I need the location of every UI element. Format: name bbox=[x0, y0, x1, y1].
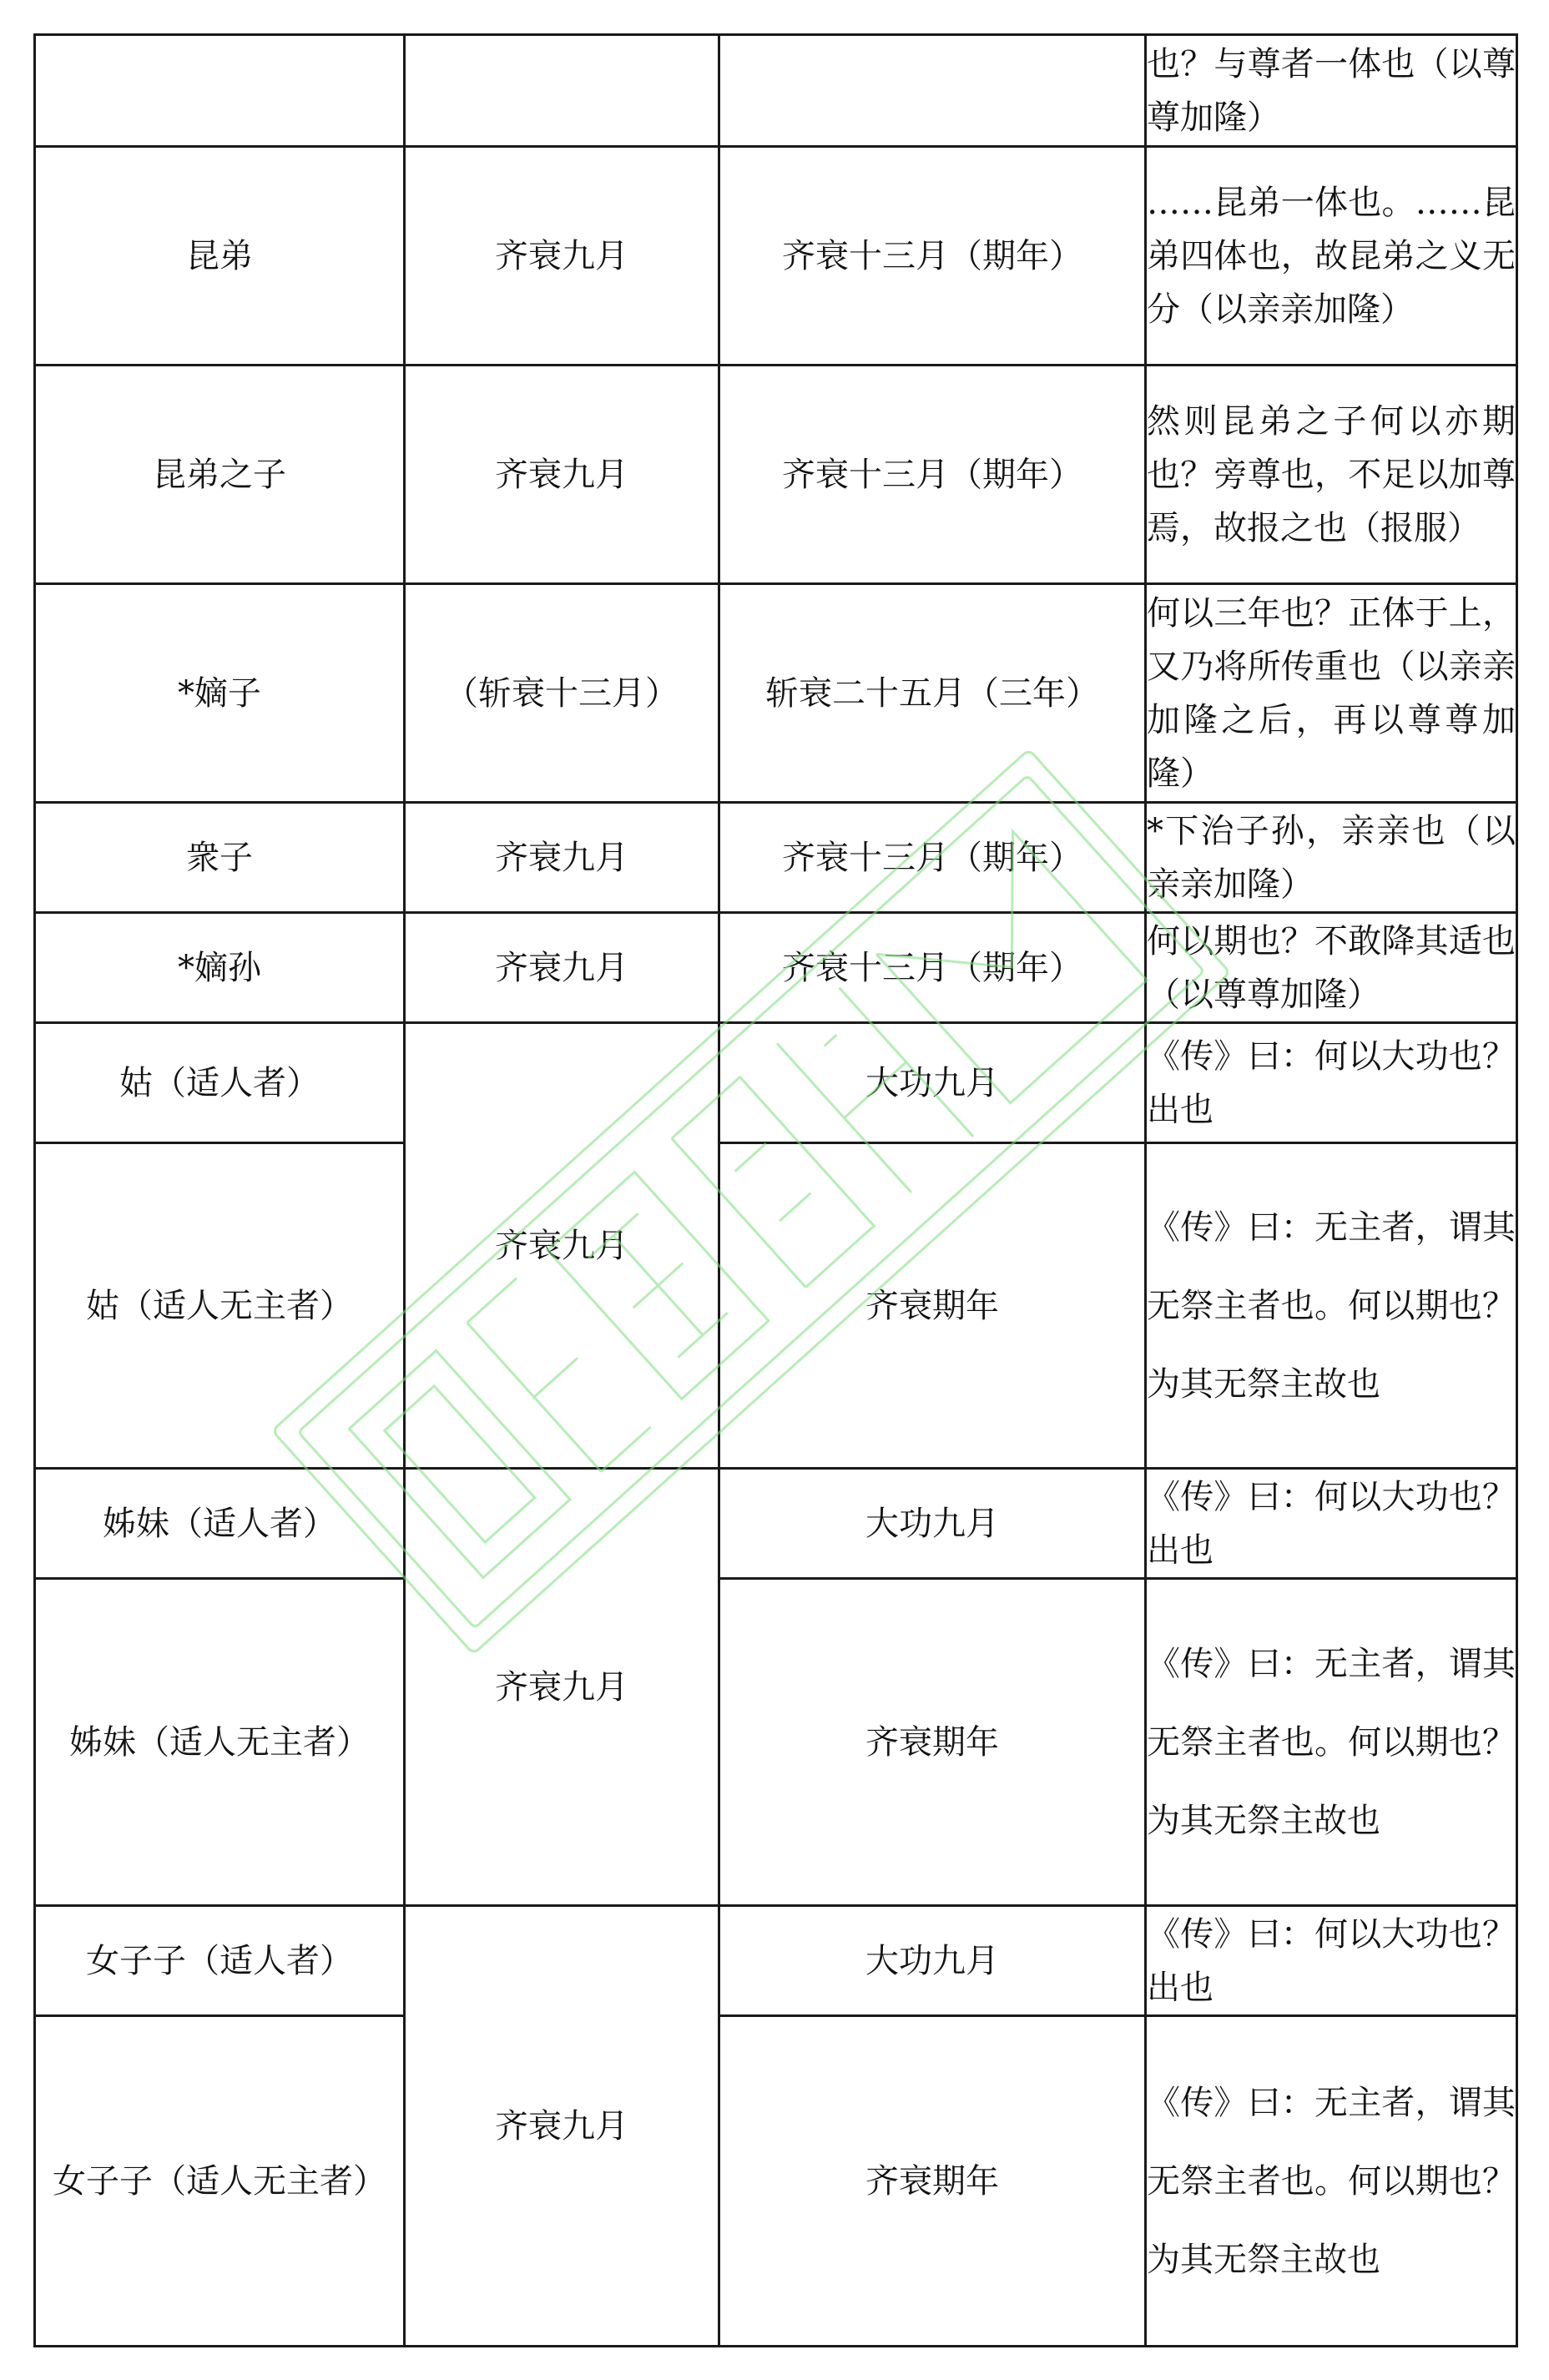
elevated-mourning-cell: 齐衰期年 bbox=[719, 2016, 1146, 2347]
table-row bbox=[35, 1906, 1517, 2016]
relation-cell: *嫡孙 bbox=[35, 913, 405, 1023]
relation-cell bbox=[35, 35, 405, 147]
elevated-mourning-cell: 齐衰十三月（期年） bbox=[719, 366, 1146, 584]
relation-cell: *嫡子 bbox=[35, 584, 405, 803]
table-row bbox=[35, 1023, 1517, 1143]
relation-cell: 姑（适人无主者） bbox=[35, 1143, 405, 1469]
table-row bbox=[35, 913, 1517, 1023]
commentary-cell: 何以期也？不敢降其适也（以尊尊加隆） bbox=[1146, 913, 1517, 1023]
original-mourning-cell: 齐衰九月 bbox=[405, 1023, 719, 1469]
elevated-mourning-cell: 齐衰期年 bbox=[719, 1579, 1146, 1906]
relation-cell: 女子子（适人无主者） bbox=[35, 2016, 405, 2347]
table-row bbox=[35, 2016, 1517, 2347]
relation-cell: 昆弟 bbox=[35, 147, 405, 366]
commentary-cell: 《传》曰：无主者，谓其无祭主者也。何以期也？为其无祭主故也 bbox=[1146, 1579, 1517, 1906]
elevated-mourning-cell: 齐衰期年 bbox=[719, 1143, 1146, 1469]
elevated-mourning-cell: 齐衰十三月（期年） bbox=[719, 913, 1146, 1023]
commentary-cell: ……昆弟一体也。……昆弟四体也，故昆弟之义无分（以亲亲加隆） bbox=[1146, 147, 1517, 366]
commentary-cell: 《传》曰：何以大功也？出也 bbox=[1146, 1023, 1517, 1143]
elevated-mourning-cell: 大功九月 bbox=[719, 1906, 1146, 2016]
original-mourning-cell: 齐衰九月 bbox=[405, 913, 719, 1023]
commentary-cell: 《传》曰：何以大功也？出也 bbox=[1146, 1469, 1517, 1579]
relation-cell: 衆子 bbox=[35, 803, 405, 913]
original-mourning-cell bbox=[405, 35, 719, 147]
original-mourning-cell: 齐衰九月 bbox=[405, 803, 719, 913]
mourning-table bbox=[33, 33, 1518, 2347]
relation-cell: 昆弟之子 bbox=[35, 366, 405, 584]
commentary-cell: 《传》曰：无主者，谓其无祭主者也。何以期也？为其无祭主故也 bbox=[1146, 1143, 1517, 1469]
relation-cell: 姑（适人者） bbox=[35, 1023, 405, 1143]
commentary-cell: 《传》曰：何以大功也？出也 bbox=[1146, 1906, 1517, 2016]
original-mourning-cell: 齐衰九月 bbox=[405, 1469, 719, 1906]
commentary-cell: 何以三年也？正体于上，又乃将所传重也（以亲亲加隆之后，再以尊尊加隆） bbox=[1146, 584, 1517, 803]
elevated-mourning-cell: 齐衰十三月（期年） bbox=[719, 803, 1146, 913]
original-mourning-cell: 齐衰九月 bbox=[405, 147, 719, 366]
table-row bbox=[35, 35, 1517, 147]
table-row bbox=[35, 366, 1517, 584]
elevated-mourning-cell: 大功九月 bbox=[719, 1469, 1146, 1579]
original-mourning-cell: 齐衰九月 bbox=[405, 366, 719, 584]
elevated-mourning-cell: 大功九月 bbox=[719, 1023, 1146, 1143]
relation-cell: 姊妹（适人者） bbox=[35, 1469, 405, 1579]
relation-cell: 姊妹（适人无主者） bbox=[35, 1579, 405, 1906]
elevated-mourning-cell: 斩衰二十五月（三年） bbox=[719, 584, 1146, 803]
relation-cell: 女子子（适人者） bbox=[35, 1906, 405, 2016]
table-row bbox=[35, 584, 1517, 803]
table-row bbox=[35, 147, 1517, 366]
table-row bbox=[35, 803, 1517, 913]
commentary-cell: *下治子孙，亲亲也（以亲亲加隆） bbox=[1146, 803, 1517, 913]
elevated-mourning-cell bbox=[719, 35, 1146, 147]
table-row bbox=[35, 1143, 1517, 1469]
table-row bbox=[35, 1579, 1517, 1906]
commentary-cell: 《传》曰：无主者，谓其无祭主者也。何以期也？为其无祭主故也 bbox=[1146, 2016, 1517, 2347]
original-mourning-cell: （斩衰十三月） bbox=[405, 584, 719, 803]
commentary-cell: 也？与尊者一体也（以尊尊加隆） bbox=[1146, 35, 1517, 147]
table-row bbox=[35, 1469, 1517, 1579]
document-page bbox=[33, 33, 1516, 2345]
original-mourning-cell: 齐衰九月 bbox=[405, 1906, 719, 2347]
commentary-cell: 然则昆弟之子何以亦期也？旁尊也，不足以加尊焉，故报之也（报服） bbox=[1146, 366, 1517, 584]
elevated-mourning-cell: 齐衰十三月（期年） bbox=[719, 147, 1146, 366]
